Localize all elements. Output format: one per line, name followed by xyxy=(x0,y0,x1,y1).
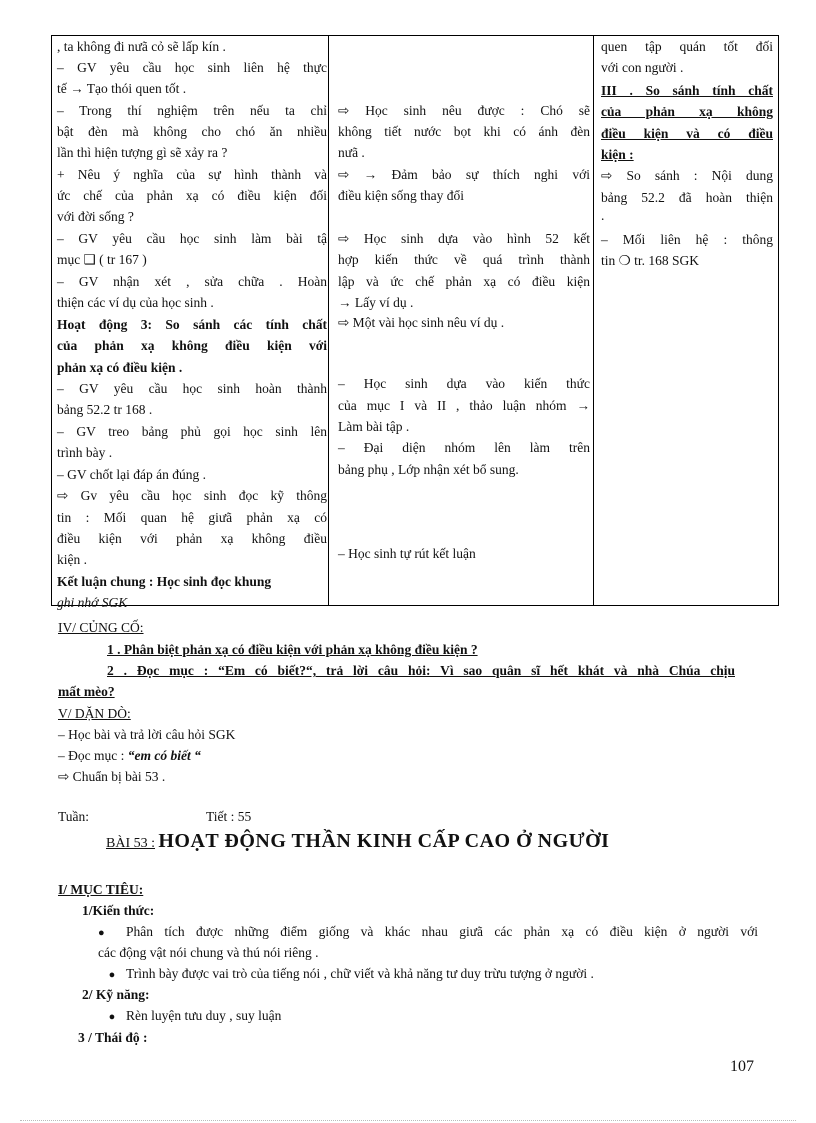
text-line: trình bày . xyxy=(57,445,113,460)
text-line: – Học sinh tự rút kết luận xyxy=(338,546,476,561)
text-line: kiện . xyxy=(57,552,87,567)
period-label: Tiết : 55 xyxy=(206,809,252,824)
page-bottom-divider xyxy=(20,1120,796,1121)
skills-heading: 2/ Kỹ năng: xyxy=(82,987,150,1002)
homework-text: – Đọc mục : xyxy=(58,748,128,763)
bullet-icon: ● xyxy=(108,969,116,981)
text-line: bảng 52.2 đã hoàn thiện xyxy=(601,190,773,205)
objective-text: Trình bày được vai trò của tiếng nói , chữ viết và khả năng tư duy trừu tượng ở người . xyxy=(126,966,594,981)
text-line: phản xạ có điều kiện . xyxy=(57,360,183,375)
text-line: ⇨ Gv yêu cầu học sinh đọc kỹ thông xyxy=(57,488,327,503)
text-line: – Trong thí nghiệm trên nếu ta chỉ xyxy=(57,103,327,118)
text-line: hợp kiến thức về quá trình thành xyxy=(338,252,590,267)
objective-item-cont: các động vật nói chung và thú nói riêng . xyxy=(98,945,319,960)
section-iii-heading: III . So sánh tính chất xyxy=(601,83,773,98)
text-line: điều kiện sống thay đổi xyxy=(338,188,464,203)
review-question-2: 2 . Đọc mục : “Em có biết?“, trả lời câu hỏi: Vì sao quân sĩ hết khát và nhà Chúa chịu xyxy=(107,663,735,678)
objective-text: Rèn luyện tưu duy , suy luận xyxy=(126,1008,282,1023)
text-line: tin ❍ tr. 168 SGK xyxy=(601,253,699,268)
text-line: với con người . xyxy=(601,60,684,75)
homework-item: ⇨ Chuẩn bị bài 53 . xyxy=(58,769,166,784)
text-line: – GV yêu cầu học sinh làm bài tậ xyxy=(57,231,327,246)
text-line: – Mối liên hệ : thông xyxy=(601,232,773,247)
text-line: – Đại diện nhóm lên làm trên xyxy=(338,440,590,455)
bullet-icon: ● xyxy=(98,927,105,939)
text-line: nưã . xyxy=(338,145,365,160)
activity-3-heading: Hoạt động 3: So sánh các tính chất xyxy=(57,317,327,332)
text-line: thiện các ví dụ của học sinh . xyxy=(57,295,214,310)
knowledge-heading: 1/Kiến thức: xyxy=(82,903,155,918)
text-line: – GV chốt lại đáp án đúng . xyxy=(57,467,206,482)
text-line: của phản xạ không xyxy=(601,104,773,119)
text-line: ⇨ So sánh : Nội dung xyxy=(601,168,773,183)
text-line: kiện : xyxy=(601,147,634,162)
text-line: bật đèn mà không cho chó ăn nhiều xyxy=(57,124,327,139)
review-question-2-cont: mất mèo? xyxy=(58,684,115,699)
text-line: của mục I và II , thảo luận nhóm → xyxy=(338,398,590,413)
dando-heading: V/ DẶN DÒ: xyxy=(58,706,131,721)
week-label: Tuần: xyxy=(58,809,90,824)
text-line: + Nêu ý nghĩa của sự hình thành và xyxy=(57,167,327,182)
text-line: lần thì hiện tượng gì sẽ xảy ra ? xyxy=(57,145,228,160)
homework-item: – Học bài và trả lời câu hỏi SGK xyxy=(58,727,236,742)
text-line: – GV treo bảng phủ gọi học sinh lên xyxy=(57,424,327,439)
text-line: bảng phụ , Lớp nhận xét bổ sung. xyxy=(338,462,519,477)
text-line: → Lấy ví dụ . xyxy=(338,295,414,310)
text-line: quen tập quán tốt đối xyxy=(601,39,773,54)
text-line: ⇨ → Đảm bảo sự thích nghi với xyxy=(338,167,590,182)
text-line: – GV yêu cầu học sinh liên hệ thực xyxy=(57,60,327,75)
bullet-icon: ● xyxy=(108,1011,116,1023)
objectives-heading: I/ MỤC TIÊU: xyxy=(58,882,144,897)
text-line: tin : Mối quan hệ giưã phản xạ có xyxy=(57,510,327,525)
text-line: ⇨ Học sinh dựa vào hình 52 kết xyxy=(338,231,590,246)
lesson-table xyxy=(51,35,779,610)
column-divider xyxy=(328,36,329,605)
text-line: ức chế của phản xạ có điều kiện đối xyxy=(57,188,327,203)
text-line: bảng 52.2 tr 168 . xyxy=(57,402,153,417)
text-line: – GV yêu cầu học sinh hoàn thành xyxy=(57,381,327,396)
attitude-heading: 3 / Thái độ : xyxy=(78,1030,148,1045)
text-line: của phản xạ không điều kiện với xyxy=(57,338,327,353)
text-line: ⇨ Học sinh nêu được : Chó sẽ xyxy=(338,103,590,118)
text-line: , ta không đi nưã cỏ sẽ lấp kín . xyxy=(57,39,226,54)
objective-text: Phân tích được những điểm giống và khác nhau giưã các phản xạ có điều kiện ở người với xyxy=(126,924,758,939)
em-co-biet: “em có biết “ xyxy=(127,748,201,763)
lesson-title xyxy=(106,830,609,853)
text-line: tế → Tạo thói quen tốt . xyxy=(57,81,187,96)
text-line: ghi nhớ SGK xyxy=(57,595,128,610)
homework-item xyxy=(58,746,201,766)
column-divider xyxy=(593,36,594,605)
lesson-title-text: HOẠT ĐỘNG THẦN KINH CẤP CAO Ở NGƯỜI xyxy=(158,830,610,852)
text-line: điều kiện với phản xạ không điều xyxy=(57,531,327,546)
text-line: . xyxy=(601,208,605,223)
text-line: – Học sinh dựa vào kiến thức xyxy=(338,376,590,391)
cungco-heading: IV/ CỦNG CỐ: xyxy=(58,620,144,635)
objective-item xyxy=(98,922,758,943)
text-line: mục ❑ ( tr 167 ) xyxy=(57,252,147,267)
objective-item xyxy=(98,1006,281,1027)
text-line: điều kiện và có điều xyxy=(601,126,773,141)
page-number: 107 xyxy=(730,1058,754,1075)
text-line: lập và ức chế phản xạ có điều kiện xyxy=(338,274,590,289)
text-line: Làm bài tập . xyxy=(338,419,410,434)
objective-item xyxy=(98,964,594,985)
text-line: – GV nhận xét , sửa chữa . Hoàn xyxy=(57,274,327,289)
text-line: với đời sống ? xyxy=(57,209,134,224)
text-line: không tiết nước bọt khi có ánh đèn xyxy=(338,124,590,139)
review-question-1: 1 . Phân biệt phản xạ có điều kiện với phản xạ không điều kiện ? xyxy=(107,642,478,657)
text-line: ⇨ Một vài học sinh nêu ví dụ . xyxy=(338,315,505,330)
lesson-number: BÀI 53 : xyxy=(106,836,155,851)
conclusion-line: Kết luận chung : Học sinh đọc khung xyxy=(57,574,272,589)
